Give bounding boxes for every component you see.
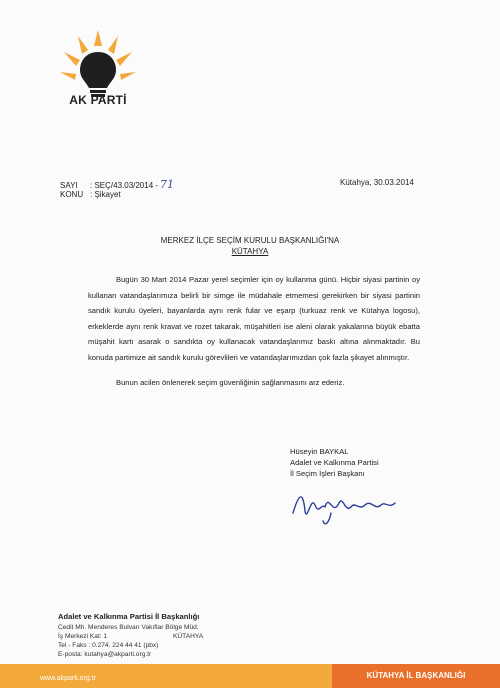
- footer-email: E-posta: kutahya@akparti.org.tr: [58, 651, 152, 658]
- party-logo-text: AK PARTİ: [69, 93, 127, 107]
- handwritten-signature-icon: [285, 483, 415, 528]
- konu-value: : Şikayet: [90, 190, 121, 199]
- footer-website: www.akparti.org.tr: [40, 675, 97, 682]
- footer-bar-city: KÜTAHYA İL BAŞKANLIĞI: [332, 664, 500, 688]
- sayi-value: : SEÇ/43.03/2014 -: [90, 181, 159, 190]
- body-paragraph-1: Bugün 30 Mart 2014 Pazar yerel seçimler için oy kullanma günü. Hiçbir siyasi partinin oy kullanan vatandaşlarımıza belirli bir simge ile müdahale etmemesi gerekirken bir siyasi partinin sandık kurulu üyeleri, bayanlarda aynı renk fular ve eşarp (turkuaz renk ve Kütahya logosu), erkeklerde aynı renk kravat ve rozet takarak, müşahitleri ise aleni olarak yakalarına büyük ebatta müşahit kartı asarak o sandıkta oy kullanacak vatandaşlarımız baskı altına alınmaktadır. Bu konuda partimize ait sandık kurulu görevlileri ve vatandaşlarımızdan çok fazla şikayet alınmıştır.: [88, 275, 420, 362]
- letter-body: [88, 272, 420, 391]
- letter-date: Kütahya, 30.03.2014: [340, 178, 414, 187]
- subject: [60, 190, 121, 199]
- footer-address-line-1: Cedit Mh. Menderes Bulvarı Vakıflar Bölge Müd.: [58, 624, 199, 631]
- addressee-title: MERKEZ İLÇE SEÇİM KURULU BAŞKANLIĞI'NA: [160, 236, 340, 245]
- konu-label: KONU: [60, 190, 84, 199]
- addressee-city: [0, 247, 500, 256]
- footer-phone: Tel - Faks : 0.274. 224 44 41 (pbx): [58, 642, 159, 649]
- footer-bar: [0, 664, 500, 688]
- addressee-city-text: KÜTAHYA: [231, 247, 269, 256]
- sayi-handwritten-number: 71: [160, 178, 175, 191]
- footer-city: KÜTAHYA: [173, 633, 204, 640]
- sayi-label: SAYI: [60, 181, 78, 190]
- signatory-title: İl Seçim İşleri Başkanı: [290, 469, 365, 478]
- footer-address-2-text: İş Merkezi Kat: 1: [58, 633, 108, 640]
- signatory-name: Hüseyin BAYKAL: [290, 447, 349, 456]
- footer-organization: Adalet ve Kalkınma Partisi İl Başkanlığı: [58, 612, 200, 621]
- body-paragraph-2: Bunun acilen önlenerek seçim güvenliğinin sağlanmasını arz ederiz.: [116, 378, 345, 387]
- signatory-party: Adalet ve Kalkınma Partisi: [290, 458, 379, 467]
- footer-address-line-2: [58, 633, 204, 640]
